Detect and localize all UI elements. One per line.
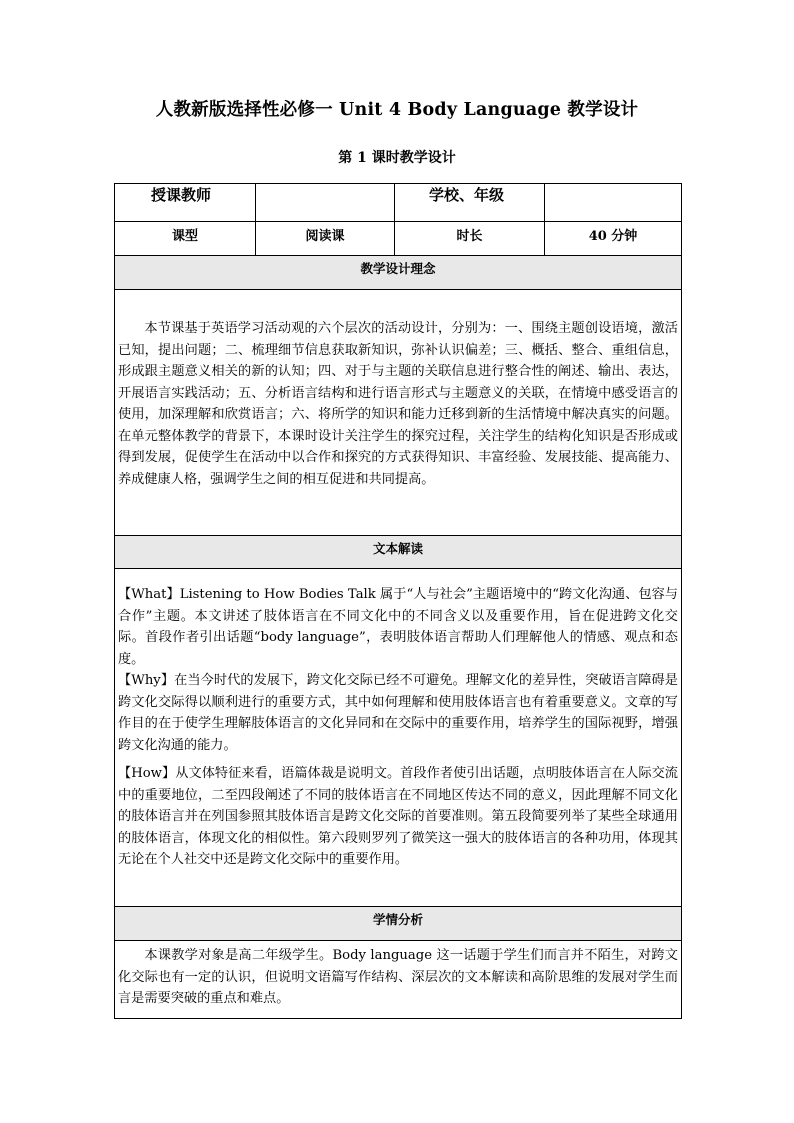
lesson-type-label: 课型 [115,222,256,256]
section-body-row [115,941,682,1019]
text-analysis-what: 【What】Listening to How Bodies Talk 属于“人与社会”主题语境中的“跨文化沟通、包容与合作”主题。本文讲述了肢体语言在不同文化中的不同含义以及重要作用，旨在促进跨文化交际。首段作者引出话题“body language”，表明肢体语言帮助人们理解他人的情感、观点和态度。 [118,587,678,667]
section-body-row [115,290,682,536]
text-analysis-why: 【Why】在当今时代的发展下，跨文化交际已经不可避免。理解文化的差异性，突破语言障碍是跨文化交际得以顺利进行的重要方式，其中如何理解和使用肢体语言也有着重要意义。文章的写作目的在于使学生理解肢体语言的文化异同和在交际中的重要作用，培养学生的国际视野，增强跨文化沟通的能力。 [118,673,678,753]
student-analysis-heading: 学情分析 [115,907,682,941]
school-grade-label: 学校、年级 [395,184,545,222]
text-analysis-how: 【How】从文体特征来看，语篇体裁是说明文。首段作者使引出话题，点明肢体语言在人际交流中的重要地位，二至四段阐述了不同的肢体语言在不同地区传达不同的意义，因此理解不同文化的肢体语言并在列国参照其肢体语言是跨文化交际的首要准则。第五段简要列举了某些全球通用的肢体语言，体现文化的相似性。第六段则罗列了微笑这一强大的肢体语言的各种功用，体现其无论在个人社交中还是跨文化交际中的重要作用。 [118,766,678,867]
section-header-row [115,907,682,941]
design-concept-heading: 教学设计理念 [115,256,682,290]
duration-label: 时长 [395,222,545,256]
teacher-value [256,184,395,222]
text-analysis-heading: 文本解读 [115,536,682,569]
student-analysis-text: 本课教学对象是高二年级学生。Body language 这一话题于学生们而言并不陌生，对跨文化交际也有一定的认识，但说明文语篇写作结构、深层次的文本解读和高阶思维的发展对学生而言是需要突破的重点和难点。 [118,948,678,1006]
document-subtitle: 第 1 课时教学设计 [338,150,456,166]
design-concept-text: 本节课基于英语学习活动观的六个层次的活动设计，分别为：一、围绕主题创设语境，激活已知，提出问题；二、梳理细节信息获取新知识，弥补认识偏差；三、概括、整合、重组信息，形成跟主题意义相关的新的认知；四、对于与主题的关联信息进行整合性的阐述、输出、表达，开展语言实践活动；五、分析语言结构和进行语言形式与主题意义的关联，在情境中感受语言的使用，加深理解和欣赏语言；六、将所学的知识和能力迁移到新的生活情境中解决真实的问题。在单元整体教学的背景下，本课时设计关注学生的探究过程，关注学生的结构化知识是否形成或得到发展，促使学生在活动中以合作和探究的方式获得知识、丰富经验、发展技能、提高能力、养成健康人格，强调学生之间的相互促进和共同提高。 [118,321,678,487]
info-row-2 [115,222,682,256]
lesson-type-value: 阅读课 [256,222,395,256]
section-header-row [115,256,682,290]
section-body-row [115,569,682,907]
document-title: 人教新版选择性必修一 Unit 4 Body Language 教学设计 [155,100,639,120]
lesson-plan-table [114,183,682,1019]
teacher-label: 授课教师 [115,184,256,222]
info-row-1 [115,184,682,222]
school-grade-value [545,184,682,222]
section-header-row [115,536,682,569]
duration-value: 40 分钟 [545,222,682,256]
